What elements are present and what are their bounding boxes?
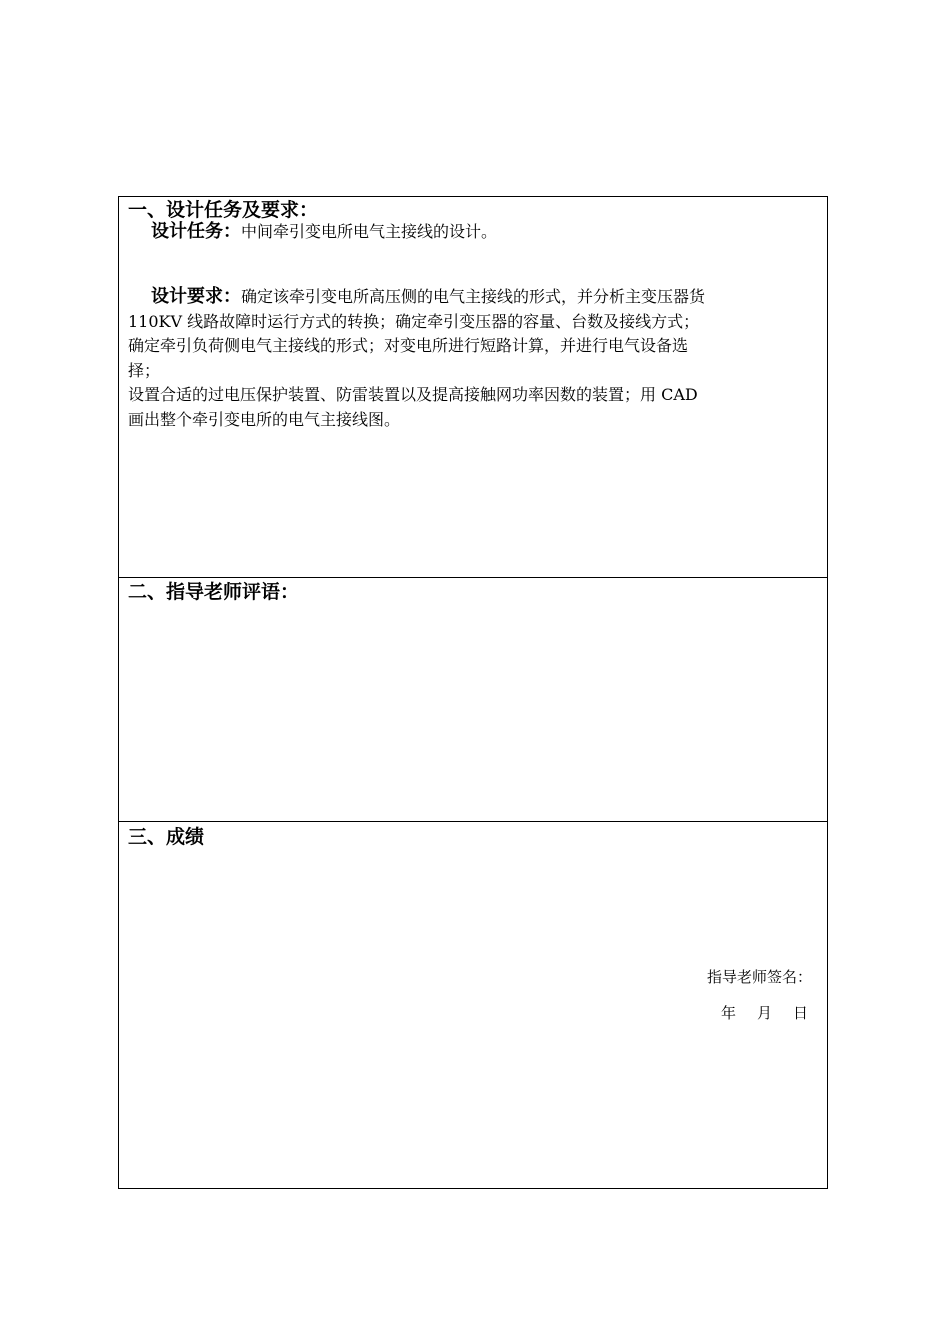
section-heading-grade: 三、成绩 [128,826,205,848]
design-requirements-label: 设计要求： [151,286,241,307]
requirements-line: 110KV 线路故障时运行方式的转换；确定牵引变压器的容量、台数及接线方式； [128,311,700,331]
design-task-text: 中间牵引变电所电气主接线的设计。 [241,222,498,241]
date-month: 月 [756,1004,772,1022]
section-heading-comments: 二、指导老师评语： [128,581,300,603]
grade-section [119,822,827,1188]
date-year: 年 [720,1004,736,1022]
design-task-section [119,197,827,578]
requirements-line: 设置合适的过电压保护装置、防雷装置以及提高接触网功率因数的装置；用 CAD [128,385,698,404]
section-heading-task: 一、设计任务及要求： [128,199,319,221]
design-task-label: 设计任务： [151,221,241,242]
advisor-signature-label: 指导老师签名： [706,968,812,986]
design-requirements-paragraph [128,285,820,432]
requirements-line: 择； [128,360,161,380]
requirements-line: 确定牵引负荷侧电气主接线的形式；对变电所进行短路计算，并进行电气设备选 [128,336,689,355]
advisor-comments-section [119,578,827,822]
date-day: 日 [792,1004,808,1022]
evaluation-form-table [118,196,828,1189]
design-task-line [151,221,497,243]
signature-date [700,1003,808,1023]
requirements-line: 设计要求：确定该牵引变电所高压侧的电气主接线的形式，并分析主变压器货 [151,286,706,307]
requirements-line: 画出整个牵引变电所的电气主接线图。 [128,409,401,429]
